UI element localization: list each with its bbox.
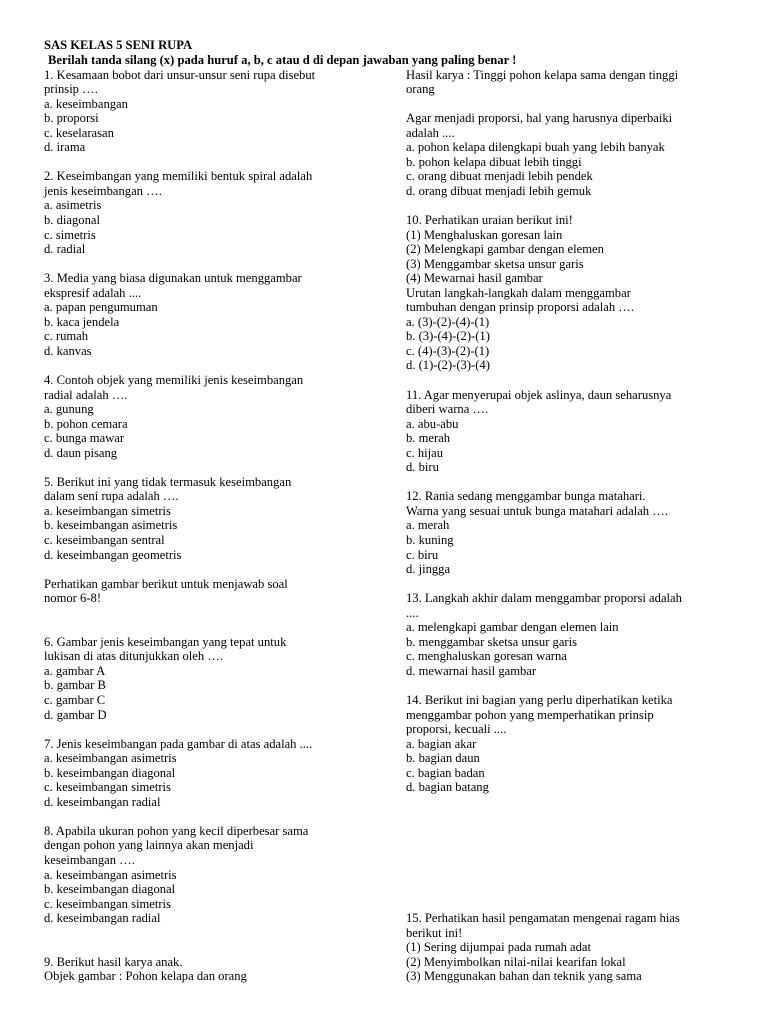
- right-column-spacer: [406, 795, 738, 810]
- right-column-text-line: berikut ini!: [406, 925, 463, 940]
- right-column-text-line: d. mewarnai hasil gambar: [406, 663, 537, 678]
- right-column-text-line: (3) Menggambar sketsa unsur garis: [406, 256, 584, 271]
- left-column-text-line: 7. Jenis keseimbangan pada gambar di atas adalah ....: [44, 736, 313, 751]
- left-column-text-line: dalam seni rupa adalah ….: [44, 489, 179, 504]
- left-column-spacer: [44, 257, 364, 272]
- instruction-text: Berilah tanda silang (x) pada huruf a, b, c atau d di depan jawaban yang paling benar !: [48, 53, 517, 67]
- right-column-text-line: (4) Mewarnai hasil gambar: [406, 271, 543, 286]
- right-column-text-line: Hasil karya : Tinggi pohon kelapa sama dengan tinggi: [406, 67, 679, 82]
- left-column-text-line: c. simetris: [44, 227, 96, 242]
- left-column-text-line: b. kaca jendela: [44, 314, 120, 329]
- left-column-spacer: [44, 926, 364, 941]
- right-column: [406, 68, 738, 984]
- right-column-spacer: [406, 97, 738, 112]
- left-column-text-line: c. gambar C: [44, 693, 106, 708]
- left-column-text-line: 5. Berikut ini yang tidak termasuk keseimbangan: [44, 474, 292, 489]
- right-column-text-line: 11. Agar menyerupai objek aslinya, daun seharusnya: [406, 387, 672, 402]
- left-column: [44, 68, 364, 984]
- right-column-text-line: 12. Rania sedang menggambar bunga matahari.: [406, 489, 646, 504]
- right-column-text-line: 13. Langkah akhir dalam menggambar proporsi adalah: [406, 591, 682, 606]
- left-column-text-line: keseimbangan ….: [44, 853, 135, 868]
- left-column-text-line: b. keseimbangan diagonal: [44, 882, 176, 897]
- right-column-text-line: c. (4)-(3)-(2)-(1): [406, 343, 490, 358]
- page-title: SAS KELAS 5 SENI RUPA: [44, 38, 193, 52]
- right-column-text-line: (2) Menyimbolkan nilai-nilai kearifan lokal: [406, 954, 626, 969]
- left-column-text-line: b. proporsi: [44, 111, 99, 126]
- left-column-text-line: jenis keseimbangan ….: [44, 183, 162, 198]
- left-column-spacer: [44, 562, 364, 577]
- right-column-text-line: a. melengkapi gambar dengan elemen lain: [406, 620, 619, 635]
- right-column-text-line: b. merah: [406, 431, 451, 446]
- left-column-text-line: b. diagonal: [44, 212, 100, 227]
- right-column-text-line: d. (1)-(2)-(3)-(4): [406, 358, 490, 373]
- right-column-text-line: (1) Sering dijumpai pada rumah adat: [406, 940, 592, 955]
- right-column-text-line: a. bagian akar: [406, 736, 477, 751]
- right-column-text-line: adalah ....: [406, 125, 455, 140]
- left-column-text-line: a. gunung: [44, 402, 94, 417]
- left-column-text-line: b. keseimbangan diagonal: [44, 765, 176, 780]
- right-column-text-line: menggambar pohon yang memperhatikan prinsip: [406, 707, 654, 722]
- left-column-text-line: 2. Keseimbangan yang memiliki bentuk spiral adalah: [44, 169, 313, 184]
- right-column-text-line: proporsi, kecuali ....: [406, 722, 507, 737]
- left-column-text-line: 3. Media yang biasa digunakan untuk menggambar: [44, 271, 302, 286]
- left-column-text-line: prinsip ….: [44, 82, 98, 97]
- left-column-text-line: a. keseimbangan asimetris: [44, 751, 177, 766]
- right-column-text-line: a. abu-abu: [406, 416, 459, 431]
- left-column-spacer: [44, 722, 364, 737]
- left-column-text-line: ekspresif adalah ....: [44, 285, 142, 300]
- right-column-text-line: a. pohon kelapa dilengkapi buah yang lebih banyak: [406, 140, 665, 155]
- left-column-text-line: a. keseimbangan simetris: [44, 503, 171, 518]
- right-column-spacer: [406, 897, 738, 912]
- right-column-text-line: 15. Perhatikan hasil pengamatan mengenai ragam hias: [406, 911, 680, 926]
- left-column-text-line: c. keselarasan: [44, 125, 114, 140]
- right-column-text-line: b. pohon kelapa dibuat lebih tinggi: [406, 154, 582, 169]
- left-column-text-line: c. bunga mawar: [44, 431, 125, 446]
- left-column-text-line: d. gambar D: [44, 707, 107, 722]
- right-column-text-line: orang: [406, 82, 435, 97]
- left-column-text-line: d. kanvas: [44, 343, 92, 358]
- right-column-spacer: [406, 853, 738, 868]
- left-column-spacer: [44, 460, 364, 475]
- left-column-text-line: d. keseimbangan radial: [44, 794, 161, 809]
- left-column-text-line: b. pohon cemara: [44, 416, 128, 431]
- right-column-text-line: c. biru: [406, 547, 439, 562]
- right-column-spacer: [406, 838, 738, 853]
- right-column-spacer: [406, 577, 738, 592]
- left-column-text-line: d. irama: [44, 140, 86, 155]
- left-column-text-line: a. gambar A: [44, 663, 106, 678]
- left-column-text-line: a. keseimbangan: [44, 96, 128, 111]
- left-column-text-line: lukisan di atas ditunjukkan oleh ….: [44, 649, 224, 664]
- left-column-spacer: [44, 940, 364, 955]
- right-column-text-line: 10. Perhatikan uraian berikut ini!: [406, 212, 573, 227]
- left-column-text-line: d. keseimbangan radial: [44, 911, 161, 926]
- right-column-text-line: Urutan langkah-langkah dalam menggambar: [406, 285, 631, 300]
- right-column-text-line: c. bagian badan: [406, 765, 485, 780]
- left-column-text-line: 6. Gambar jenis keseimbangan yang tepat untuk: [44, 634, 287, 649]
- right-column-text-line: a. (3)-(2)-(4)-(1): [406, 314, 490, 329]
- left-column-text-line: Perhatikan gambar berikut untuk menjawab soal: [44, 576, 288, 591]
- left-column-text-line: dengan pohon yang lainnya akan menjadi: [44, 838, 254, 853]
- right-column-text-line: (1) Menghaluskan goresan lain: [406, 227, 563, 242]
- right-column-spacer: [406, 678, 738, 693]
- right-column-text-line: c. hijau: [406, 445, 444, 460]
- right-column-text-line: d. orang dibuat menjadi lebih gemuk: [406, 183, 592, 198]
- right-column-text-line: tumbuhan dengan prinsip proporsi adalah ….: [406, 300, 635, 315]
- left-column-spacer: [44, 358, 364, 373]
- left-column-text-line: a. asimetris: [44, 198, 102, 213]
- left-column-spacer: [44, 155, 364, 170]
- left-column-text-line: c. keseimbangan simetris: [44, 780, 171, 795]
- right-column-text-line: b. (3)-(4)-(2)-(1): [406, 329, 490, 344]
- left-column-text-line: a. keseimbangan asimetris: [44, 867, 177, 882]
- right-column-text-line: d. bagian batang: [406, 780, 489, 795]
- left-column-spacer: [44, 606, 364, 621]
- right-column-text-line: d. jingga: [406, 562, 451, 577]
- right-column-spacer: [406, 373, 738, 388]
- left-column-spacer: [44, 809, 364, 824]
- right-column-text-line: c. orang dibuat menjadi lebih pendek: [406, 169, 593, 184]
- left-column-text-line: c. rumah: [44, 329, 89, 344]
- left-column-text-line: 9. Berikut hasil karya anak.: [44, 954, 183, 969]
- right-column-spacer: [406, 824, 738, 839]
- left-column-text-line: d. keseimbangan geometris: [44, 547, 182, 562]
- left-column-text-line: d. daun pisang: [44, 445, 118, 460]
- left-column-text-line: radial adalah ….: [44, 387, 128, 402]
- right-column-text-line: b. bagian daun: [406, 751, 480, 766]
- right-column-text-line: b. kuning: [406, 533, 454, 547]
- left-column-text-line: c. keseimbangan sentral: [44, 533, 165, 547]
- left-column-text-line: c. keseimbangan simetris: [44, 896, 171, 911]
- right-column-text-line: 14. Berikut ini bagian yang perlu diperhatikan ketika: [406, 693, 673, 708]
- left-column-text-line: b. keseimbangan asimetris: [44, 518, 178, 533]
- left-column-text-line: b. gambar B: [44, 678, 106, 693]
- left-column-text-line: 1. Kesamaan bobot dari unsur-unsur seni rupa disebut: [44, 67, 316, 82]
- right-column-text-line: (2) Melengkapi gambar dengan elemen: [406, 242, 604, 257]
- left-column-text-line: 8. Apabila ukuran pohon yang kecil diperbesar sama: [44, 823, 309, 838]
- left-column-text-line: a. papan pengumuman: [44, 300, 158, 315]
- left-column-spacer: [44, 620, 364, 635]
- right-column-text-line: (3) Menggunakan bahan dan teknik yang sama: [406, 969, 642, 984]
- right-column-spacer: [406, 198, 738, 213]
- right-column-text-line: a. merah: [406, 518, 450, 533]
- right-column-spacer: [406, 475, 738, 490]
- right-column-text-line: b. menggambar sketsa unsur garis: [406, 634, 578, 649]
- right-column-text-line: Agar menjadi proporsi, hal yang harusnya diperbaiki: [406, 111, 673, 126]
- right-column-text-line: Warna yang sesuai untuk bunga matahari adalah ….: [406, 503, 668, 518]
- left-column-text-line: d. radial: [44, 242, 86, 257]
- right-column-text-line: d. biru: [406, 460, 439, 475]
- right-column-text-line: c. menghaluskan goresan warna: [406, 649, 567, 664]
- right-column-spacer: [406, 809, 738, 824]
- right-column-text-line: diberi warna ….: [406, 402, 489, 417]
- right-column-spacer: [406, 882, 738, 897]
- left-column-text-line: nomor 6-8!: [44, 591, 102, 606]
- left-column-text-line: Objek gambar : Pohon kelapa dan orang: [44, 969, 247, 984]
- right-column-spacer: [406, 868, 738, 883]
- right-column-text-line: ....: [406, 605, 419, 620]
- left-column-text-line: 4. Contoh objek yang memiliki jenis keseimbangan: [44, 372, 304, 387]
